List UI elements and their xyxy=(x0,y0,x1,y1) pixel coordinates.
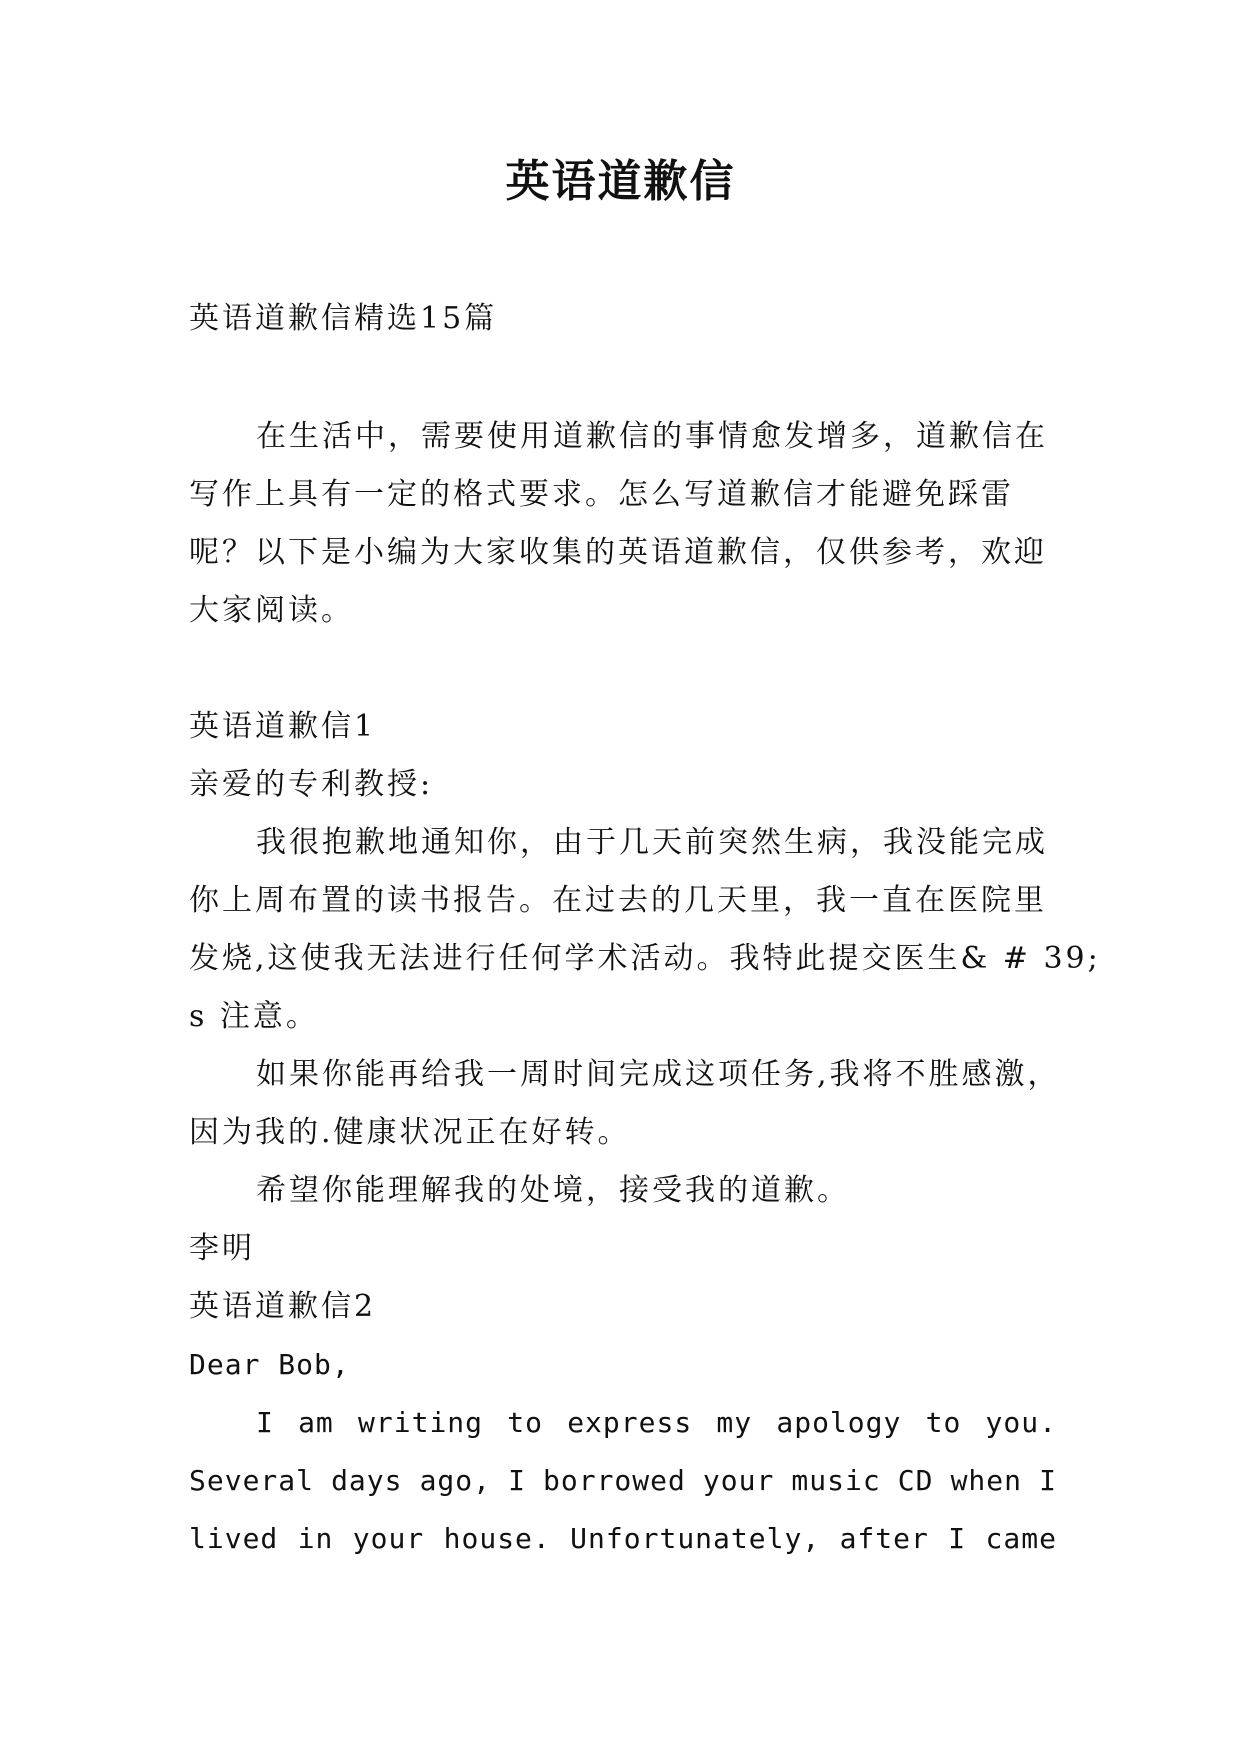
word: to xyxy=(925,1406,962,1439)
word: my xyxy=(716,1406,753,1439)
intro-line: 写作上具有一定的格式要求。怎么写道歉信才能避免踩雷 xyxy=(189,477,1014,512)
word: when xyxy=(950,1464,1022,1497)
intro-line: 呢？以下是小编为大家收集的英语道歉信，仅供参考，欢迎 xyxy=(189,535,1047,570)
word: came xyxy=(985,1522,1057,1555)
word: music xyxy=(791,1464,881,1497)
word: Unfortunately, xyxy=(570,1522,821,1555)
word: I xyxy=(1039,1464,1057,1497)
letter-1-heading: 英语道歉信1 xyxy=(189,709,377,744)
word: ago, xyxy=(419,1464,492,1497)
letter-1-para-line: 因为我的.健康状况正在好转。 xyxy=(189,1115,631,1150)
letter-1-para-line: s 注意。 xyxy=(189,999,319,1034)
word: apology xyxy=(776,1406,902,1439)
letter-1-para-line: 你上周布置的读书报告。在过去的几天里，我一直在医院里 xyxy=(189,883,1047,918)
word: days xyxy=(331,1464,403,1497)
word: lived xyxy=(189,1522,279,1555)
intro-line: 在生活中，需要使用道歉信的事情愈发增多，道歉信在 xyxy=(256,419,1048,454)
word: express xyxy=(567,1406,693,1439)
letter-2-body-line xyxy=(189,1452,1057,1510)
intro-paragraph xyxy=(189,408,1057,640)
word: am xyxy=(298,1406,334,1439)
word: I xyxy=(508,1464,526,1497)
letter-2-body-line xyxy=(189,1510,1057,1568)
letter-2-salutation: Dear Bob, xyxy=(189,1348,350,1381)
letter-1-para-line: 如果你能再给我一周时间完成这项任务,我将不胜感激， xyxy=(256,1057,1061,1092)
word: your xyxy=(352,1522,425,1555)
word: after xyxy=(839,1522,929,1555)
letter-1-para-line: 希望你能理解我的处境，接受我的道歉。 xyxy=(256,1173,850,1208)
word: house. xyxy=(443,1522,551,1555)
word: to xyxy=(507,1406,543,1439)
letter-2-body-line xyxy=(189,1394,1057,1452)
word: your xyxy=(702,1464,775,1497)
word: I xyxy=(256,1406,274,1439)
letter-1-salutation: 亲爱的专利教授: xyxy=(189,767,434,802)
subtitle: 英语道歉信精选15篇 xyxy=(189,301,498,336)
letter-2-heading: 英语道歉信2 xyxy=(189,1289,377,1324)
letter-2 xyxy=(189,1278,1057,1568)
letter-1-para-line: 我很抱歉地通知你，由于几天前突然生病，我没能完成 xyxy=(256,825,1048,860)
word: I xyxy=(948,1522,967,1555)
intro-line: 大家阅读。 xyxy=(189,593,354,628)
letter-1-para-line: 发烧,这使我无法进行任何学术活动。我特此提交医生& # 39; xyxy=(189,941,1101,976)
document-title: 英语道歉信 xyxy=(505,156,736,207)
word: CD xyxy=(897,1464,934,1497)
word: Several xyxy=(189,1464,315,1497)
word: writing xyxy=(358,1406,484,1439)
word: in xyxy=(297,1522,334,1555)
letter-1-signature: 李明 xyxy=(189,1231,255,1266)
word: you. xyxy=(985,1406,1057,1439)
document-body xyxy=(189,290,1101,1568)
letter-1 xyxy=(189,698,1101,1278)
word: borrowed xyxy=(543,1464,686,1497)
